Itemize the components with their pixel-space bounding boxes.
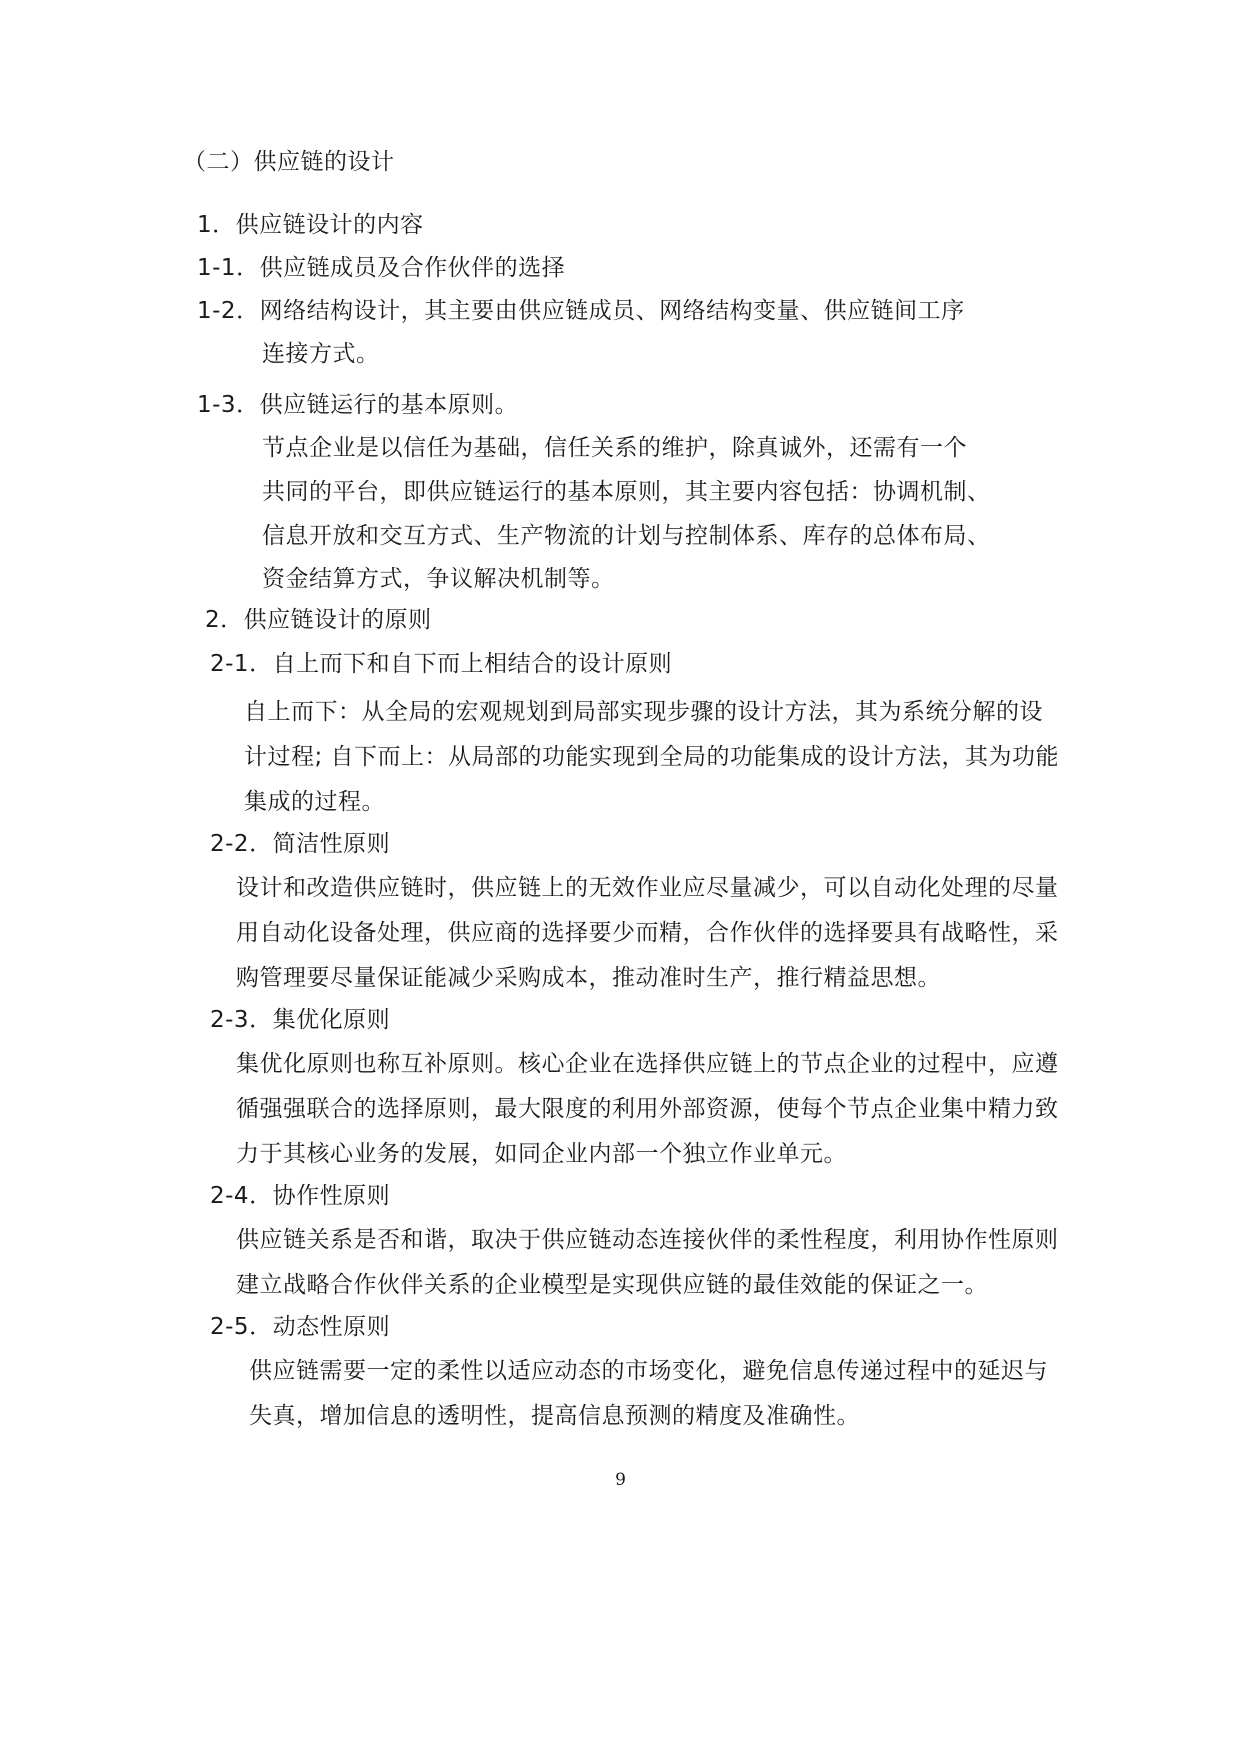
- heading-design-content: 1．供应链设计的内容: [197, 212, 424, 238]
- principle-2-1-title: 2-1．自上而下和自下而上相结合的设计原则: [210, 651, 673, 677]
- principle-2-1-body-line: 自上而下：从全局的宏观规划到局部实现步骤的设计方法，其为系统分解的设: [244, 699, 1043, 725]
- principle-2-2-body-line: 设计和改造供应链时，供应链上的无效作业应尽量减少，可以自动化处理的尽量: [236, 875, 1059, 901]
- item-1-1: 1-1．供应链成员及合作伙伴的选择: [197, 255, 566, 281]
- principle-2-2-body-line: 用自动化设备处理，供应商的选择要少而精，合作伙伴的选择要具有战略性，采: [236, 920, 1059, 946]
- item-1-2-line1: 1-2．网络结构设计，其主要由供应链成员、网络结构变量、供应链间工序: [197, 298, 965, 324]
- principle-2-3-body-line: 集优化原则也称互补原则。核心企业在选择供应链上的节点企业的过程中，应遵: [236, 1051, 1059, 1077]
- item-1-3: 1-3．供应链运行的基本原则。: [197, 392, 519, 418]
- item-1-3-body-line: 资金结算方式，争议解决机制等。: [262, 566, 615, 592]
- item-1-3-body-line: 节点企业是以信任为基础，信任关系的维护，除真诚外，还需有一个: [262, 435, 967, 461]
- principle-2-3-body-line: 力于其核心业务的发展，如同企业内部一个独立作业单元。: [236, 1141, 847, 1167]
- principle-2-1-body-line: 计过程; 自下而上：从局部的功能实现到全局的功能集成的设计方法，其为功能: [244, 744, 1060, 770]
- principle-2-5-body-line: 供应链需要一定的柔性以适应动态的市场变化，避免信息传递过程中的延迟与: [249, 1358, 1048, 1384]
- principle-2-5-title: 2-5．动态性原则: [210, 1314, 391, 1340]
- item-1-3-body-line: 信息开放和交互方式、生产物流的计划与控制体系、库存的总体布局、: [262, 523, 991, 549]
- heading-design-principles: 2．供应链设计的原则: [205, 607, 432, 633]
- principle-2-3-title: 2-3．集优化原则: [210, 1007, 391, 1033]
- principle-2-2-body-line: 购管理要尽量保证能减少采购成本，推动准时生产，推行精益思想。: [236, 965, 941, 991]
- principle-2-5-body-line: 失真，增加信息的透明性，提高信息预测的精度及准确性。: [249, 1403, 860, 1429]
- principle-2-3-body-line: 循强强联合的选择原则，最大限度的利用外部资源，使每个节点企业集中精力致: [236, 1096, 1059, 1122]
- page-number: 9: [615, 1470, 626, 1490]
- section-title: （二）供应链的设计: [183, 149, 395, 175]
- principle-2-4-body-line: 建立战略合作伙伴关系的企业模型是实现供应链的最佳效能的保证之一。: [236, 1272, 988, 1298]
- item-1-3-body-line: 共同的平台，即供应链运行的基本原则，其主要内容包括：协调机制、: [262, 479, 991, 505]
- item-1-2-line2: 连接方式。: [262, 341, 380, 367]
- principle-2-2-title: 2-2．简洁性原则: [210, 831, 391, 857]
- principle-2-1-body-line: 集成的过程。: [244, 789, 385, 815]
- principle-2-4-title: 2-4．协作性原则: [210, 1183, 391, 1209]
- principle-2-4-body-line: 供应链关系是否和谐，取决于供应链动态连接伙伴的柔性程度，利用协作性原则: [236, 1227, 1059, 1253]
